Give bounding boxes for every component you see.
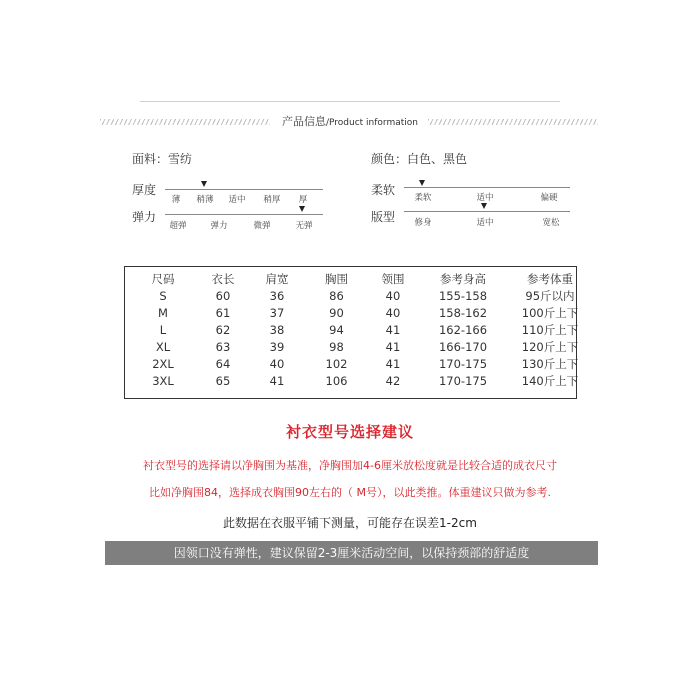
elasticity-label: 弹力 [132,210,157,224]
thickness-tick: 适中 [228,195,246,205]
thickness-label: 厚度 [132,183,157,197]
header-weight: 参考体重 [527,272,573,286]
cell-chest: 86 [329,289,344,303]
cell-weight: 140斤上下 [521,374,579,388]
cell-collar: 41 [385,357,401,371]
recommendation-line-1: 衬衣型号的选择请以净胸围为基准，净胸围加4-6厘米放松度就是比较合适的成衣尺寸 [143,459,557,472]
cell-collar: 40 [385,289,401,303]
header-shoulder: 肩宽 [265,272,289,286]
header-collar: 领围 [381,272,405,286]
size-table [130,271,591,390]
cell-height: 170-175 [438,357,488,371]
elasticity-marker [299,206,305,212]
table-row [130,322,591,339]
cell-size: 2XL [152,357,174,371]
table-row [130,356,591,373]
thickness-tick: 稍薄 [196,195,214,205]
cell-collar: 42 [385,374,401,388]
header-chest: 胸围 [325,272,348,286]
softness-scale-line [404,187,570,188]
cell-chest: 106 [325,374,348,388]
cell-shoulder: 36 [269,289,285,303]
cell-size: 3XL [152,374,174,388]
softness-tick: 适中 [476,193,494,203]
softness-label: 柔软 [371,183,396,197]
section-title [0,113,700,129]
cell-chest: 102 [325,357,348,371]
elasticity-tick: 弹力 [210,221,228,231]
softness-tick: 柔软 [414,193,432,203]
cell-height: 158-162 [438,306,488,320]
thickness-tick: 薄 [171,195,181,205]
cell-height: 170-175 [438,374,488,388]
cell-size: XL [155,340,171,354]
cell-weight: 120斤上下 [521,340,579,354]
cell-size: M [158,306,168,320]
elasticity-tick: 超弹 [169,221,187,231]
header-length: 衣长 [211,272,235,286]
section-title-en: /Product information [325,118,418,128]
cell-length: 60 [215,289,231,303]
top-divider [140,101,560,102]
cell-chest: 90 [329,306,344,320]
table-row [130,339,591,356]
elasticity-tick: 微弹 [253,221,271,231]
cell-height: 155-158 [438,289,488,303]
cell-length: 65 [215,374,231,388]
fit-scale-line [404,211,570,212]
elasticity-tick: 无弹 [295,221,313,231]
thickness-marker [201,181,207,187]
section-title-cn: 产品信息 [281,115,326,128]
cell-collar: 41 [385,323,401,337]
cell-height: 166-170 [438,340,488,354]
cell-shoulder: 39 [269,340,285,354]
fit-tick: 修身 [414,218,432,228]
thickness-tick: 厚 [298,195,308,205]
thickness-tick: 稍厚 [263,195,281,205]
header-size: 尺码 [151,272,175,286]
softness-marker [419,180,425,186]
cell-weight: 130斤上下 [521,357,579,371]
table-row [130,373,591,390]
table-row [130,288,591,305]
fit-tick: 宽松 [542,218,560,228]
elasticity-scale-line [165,214,323,215]
cell-collar: 41 [385,340,401,354]
cell-collar: 40 [385,306,401,320]
cell-shoulder: 41 [269,374,285,388]
cell-length: 64 [215,357,231,371]
cell-size: S [159,289,167,303]
cell-weight: 110斤上下 [521,323,579,337]
cell-shoulder: 38 [269,323,285,337]
softness-tick: 偏硬 [540,193,558,203]
cell-shoulder: 40 [269,357,285,371]
fabric-info: 面料：雪纺 [132,152,193,166]
cell-weight: 95斤以内 [525,289,575,303]
fit-label: 版型 [371,210,396,224]
fit-tick: 适中 [476,218,494,228]
cell-weight: 100斤上下 [521,306,579,320]
cell-chest: 98 [329,340,344,354]
cell-chest: 94 [329,323,344,337]
size-table-header-row [130,271,591,288]
recommendation-line-2: 比如净胸围84，选择成衣胸围90左右的（ M号），以此类推。体重建议只做为参考. [149,486,551,499]
table-row [130,305,591,322]
cell-length: 62 [215,323,231,337]
cell-size: L [159,323,167,337]
cell-shoulder: 37 [269,306,285,320]
cell-height: 162-166 [438,323,488,337]
color-info: 颜色：白色、黑色 [371,152,468,166]
header-height: 参考身高 [440,272,486,286]
cell-length: 63 [215,340,231,354]
collar-advice-banner: 因领口没有弹性，建议保留2-3厘米活动空间，以保持颈部的舒适度 [105,541,598,565]
cell-length: 61 [215,306,231,320]
recommendation-title: 衬衣型号选择建议 [285,423,414,441]
thickness-scale-line [165,189,323,190]
measurement-note: 此数据在衣服平铺下测量，可能存在误差1-2cm [223,516,477,530]
fit-marker [481,203,487,209]
